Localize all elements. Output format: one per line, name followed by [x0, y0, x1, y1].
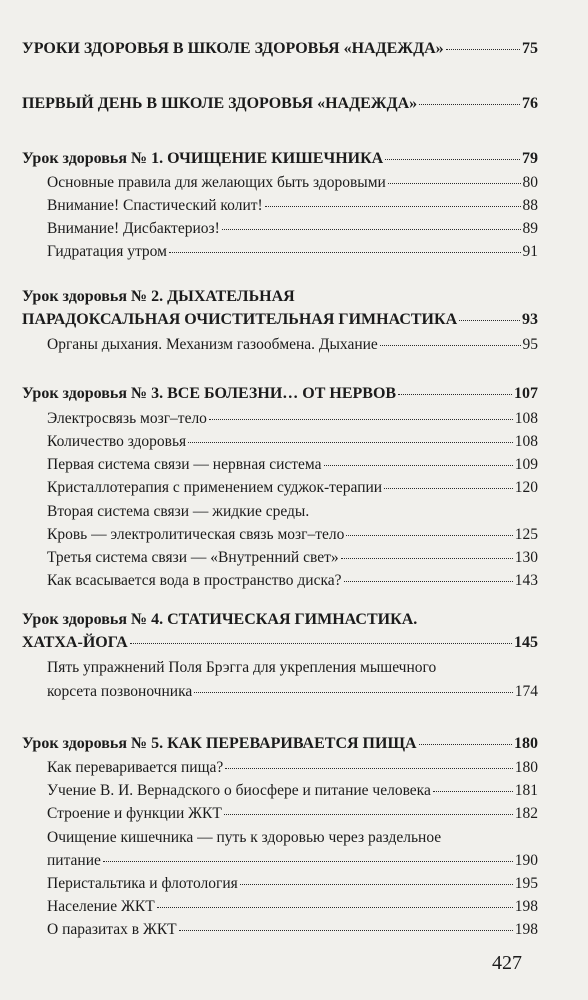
toc-entry-page: 88 [522, 197, 538, 214]
toc-entry-page: 143 [514, 572, 538, 589]
toc-subentry [47, 197, 538, 215]
toc-entry-page: 120 [514, 479, 538, 496]
toc-entry-title: ПАРАДОКСАЛЬНАЯ ОЧИСТИТЕЛЬНАЯ ГИМНАСТИКА [22, 311, 458, 328]
toc-entry-title: О паразитах в ЖКТ [47, 921, 177, 938]
toc-subentry-line1: Пять упражнений Поля Брэгга для укрепления мышечного [47, 659, 437, 676]
toc-entry-title: УРОКИ ЗДОРОВЬЯ В ШКОЛЕ ЗДОРОВЬЯ «НАДЕЖДА» [22, 40, 444, 57]
toc-entry-title: Внимание! Спастический колит! [47, 197, 263, 214]
toc-subentry [47, 898, 538, 916]
toc-entry-page: 107 [514, 385, 538, 402]
dot-leader [380, 345, 521, 346]
dot-leader [341, 558, 513, 559]
dot-leader [222, 229, 521, 230]
toc-entry-title: Урок здоровья № 3. ВСЕ БОЛЕЗНИ… ОТ НЕРВОВ [22, 385, 397, 402]
toc-entry-title: ХАТХА-ЙОГА [22, 634, 128, 651]
toc-subentry [47, 220, 538, 238]
toc-entry-title: Электросвязь мозг–тело [47, 410, 207, 427]
toc-subentry [47, 456, 538, 474]
toc-subentry [47, 479, 538, 497]
toc-subentry-line1: Очищение кишечника — путь к здоровью через раздельное [47, 829, 442, 846]
toc-subentry [47, 759, 538, 777]
toc-entry-lesson-1 [22, 150, 538, 168]
dot-leader [324, 465, 513, 466]
dot-leader [265, 206, 521, 207]
toc-subentry [47, 336, 538, 354]
toc-entry-title: Количество здоровья [47, 433, 187, 450]
toc-subentry [47, 243, 538, 261]
dot-leader [188, 442, 513, 443]
toc-entry-page: 89 [522, 220, 538, 237]
toc-subentry [47, 174, 538, 192]
toc-entry-page: 80 [522, 174, 538, 191]
dot-leader [240, 884, 513, 885]
dot-leader [385, 159, 520, 160]
toc-entry-page: 182 [514, 805, 538, 822]
toc-entry-title: Первая система связи — нервная система [47, 456, 322, 473]
page-number: 427 [492, 952, 522, 974]
toc-entry-page: 174 [514, 683, 538, 700]
toc-entry-page: 76 [522, 95, 538, 112]
dot-leader [346, 535, 512, 536]
toc-entry-page: 108 [514, 433, 538, 450]
toc-entry-title: Основные правила для желающих быть здоровыми [47, 174, 386, 191]
toc-entry-page: 145 [514, 634, 538, 651]
dot-leader [419, 104, 520, 105]
toc-entry-title: Как всасывается вода в пространство диска? [47, 572, 342, 589]
dot-leader [433, 791, 513, 792]
toc-subentry [47, 921, 538, 939]
toc-entry-title: Учение В. И. Вернадского о биосфере и питание человека [47, 782, 431, 799]
toc-subentry [47, 526, 538, 544]
toc-entry-title: Перистальтика и флотология [47, 875, 238, 892]
toc-entry-page: 190 [514, 852, 538, 869]
toc-entry-page: 75 [522, 40, 538, 57]
dot-leader [419, 744, 512, 745]
toc-entry-title: Третья система связи — «Внутренний свет» [47, 549, 339, 566]
toc-entry-lesson-2-line1: Урок здоровья № 2. ДЫХАТЕЛЬНАЯ [22, 288, 295, 305]
toc-entry-lesson-4 [22, 634, 538, 652]
toc-subentry [47, 805, 538, 823]
toc-entry-page: 180 [514, 759, 538, 776]
toc-entry-title: ПЕРВЫЙ ДЕНЬ В ШКОЛЕ ЗДОРОВЬЯ «НАДЕЖДА» [22, 95, 418, 112]
toc-entry-page: 93 [522, 311, 538, 328]
toc-entry-title: Население ЖКТ [47, 898, 155, 915]
dot-leader [398, 394, 512, 395]
dot-leader [384, 488, 513, 489]
toc-subentry [47, 549, 538, 567]
dot-leader [194, 692, 513, 693]
dot-leader [157, 907, 513, 908]
dot-leader [209, 419, 513, 420]
toc-entry-lesson-5 [22, 735, 538, 753]
dot-leader [224, 814, 513, 815]
toc-entry-page: 180 [514, 735, 538, 752]
toc-entry-title: питание [47, 852, 101, 869]
dot-leader [446, 49, 520, 50]
dot-leader [344, 581, 513, 582]
toc-entry-lesson-3 [22, 385, 538, 403]
dot-leader [103, 861, 513, 862]
toc-entry-page: 198 [514, 921, 538, 938]
toc-entry-lesson-4-line1: Урок здоровья № 4. СТАТИЧЕСКАЯ ГИМНАСТИКА. [22, 611, 418, 628]
toc-subentry-line1: Вторая система связи — жидкие среды. [47, 503, 310, 520]
dot-leader [459, 320, 520, 321]
toc-entry-page: 108 [514, 410, 538, 427]
toc-subentry [47, 782, 538, 800]
toc-entry-title: Кристаллотерапия с применением суджок-терапии [47, 479, 383, 496]
toc-entry-lesson-2 [22, 311, 538, 329]
dot-leader [179, 930, 513, 931]
toc-entry-title: Гидратация утром [47, 243, 167, 260]
toc-entry-title: корсета позвоночника [47, 683, 193, 700]
dot-leader [388, 183, 521, 184]
toc-subentry [47, 875, 538, 893]
toc-entry-page: 109 [514, 456, 538, 473]
toc-entry-page: 79 [522, 150, 538, 167]
toc-entry-title: Органы дыхания. Механизм газообмена. Дыхание [47, 336, 378, 353]
toc-entry-page: 195 [514, 875, 538, 892]
toc-subentry [47, 433, 538, 451]
dot-leader [169, 252, 521, 253]
toc-entry-title: Строение и функции ЖКТ [47, 805, 222, 822]
toc-entry-page: 181 [514, 782, 538, 799]
toc-entry-page: 130 [514, 549, 538, 566]
toc-entry-title: Как переваривается пища? [47, 759, 224, 776]
toc-entry-uroki-zdorovya [22, 40, 538, 58]
toc-entry-pervyi-den [22, 95, 538, 113]
toc-entry-title: Урок здоровья № 1. ОЧИЩЕНИЕ КИШЕЧНИКА [22, 150, 384, 167]
toc-entry-page: 95 [522, 336, 538, 353]
toc-entry-title: Внимание! Дисбактериоз! [47, 220, 220, 237]
toc-entry-page: 198 [514, 898, 538, 915]
toc-subentry [47, 572, 538, 590]
dot-leader [130, 643, 512, 644]
toc-entry-page: 91 [522, 243, 538, 260]
dot-leader [225, 768, 512, 769]
toc-entry-title: Урок здоровья № 5. КАК ПЕРЕВАРИВАЕТСЯ ПИЩА [22, 735, 417, 752]
toc-entry-title: Кровь — электролитическая связь мозг–тело [47, 526, 345, 543]
toc-entry-page: 125 [514, 526, 538, 543]
toc-subentry [47, 410, 538, 428]
toc-subentry [47, 852, 538, 870]
toc-subentry [47, 683, 538, 701]
